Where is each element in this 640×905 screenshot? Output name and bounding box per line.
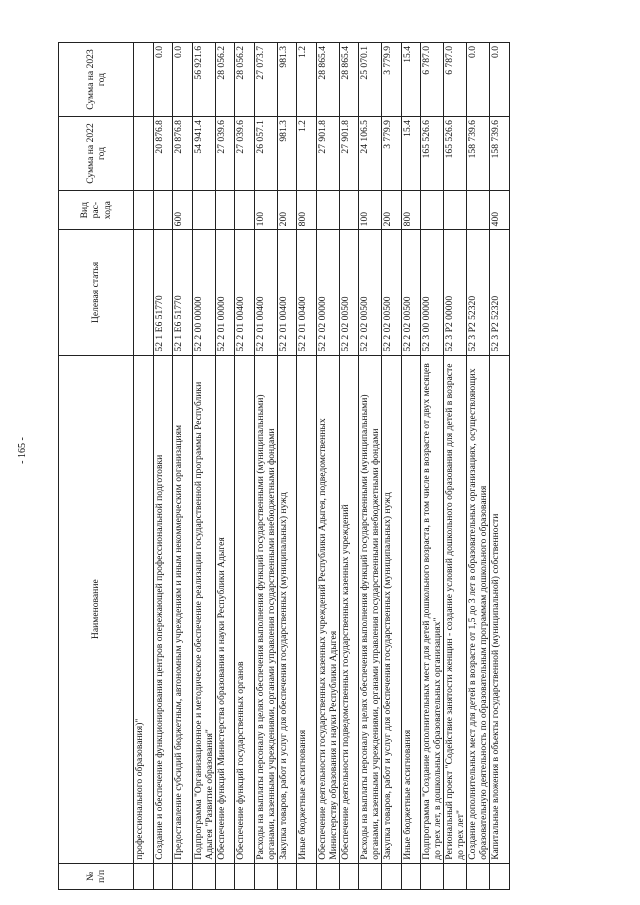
row-name: Региональный проект "Содействие занятости женщин - создание условий дошкольного образования для детей в возрасте до трех лет" [444, 355, 467, 863]
row-name: Закупка товаров, работ и услуг для обеспечения государственных (муниципальных) нужд [382, 355, 402, 863]
row-sum-2022: 24 106.5 [359, 117, 382, 191]
row-number [235, 863, 255, 889]
row-target-article: 52 2 01 00400 [254, 230, 277, 355]
table-row [215, 43, 235, 890]
row-target-article: 52 2 02 00500 [382, 230, 402, 355]
row-number [277, 863, 297, 889]
row-sum-2023: 0.0 [173, 43, 193, 117]
row-name: Обеспечение функций Министерства образования и науки Республики Адыгея [215, 355, 235, 863]
row-sum-2023: 0.0 [153, 43, 173, 117]
row-sum-2023: 28 056.2 [215, 43, 235, 117]
row-target-article: 52 2 02 00000 [316, 230, 339, 355]
table-row [316, 43, 339, 890]
row-sum-2023: 28 865.4 [316, 43, 339, 117]
row-expense-type [339, 190, 359, 229]
header-number: № п/п [59, 863, 134, 889]
header-sum-2023: Сумма на 2023 год [59, 43, 134, 117]
row-expense-type [235, 190, 255, 229]
row-target-article: 52 1 E6 51770 [173, 230, 193, 355]
row-sum-2022: 20 876.8 [153, 117, 173, 191]
row-expense-type [467, 190, 490, 229]
row-name: Обеспечение деятельности государственных казенных учреждений Республики Адыгея, подведомственных Министерству образования и науки Республики Адыгея [316, 355, 339, 863]
table-row [421, 43, 444, 890]
row-sum-2022: 27 039.6 [235, 117, 255, 191]
table-row [490, 43, 510, 890]
row-sum-2022 [134, 117, 154, 191]
row-target-article: 52 2 01 00400 [277, 230, 297, 355]
row-target-article: 52 2 01 00400 [235, 230, 255, 355]
table-row [297, 43, 317, 890]
table-row [382, 43, 402, 890]
table-row [235, 43, 255, 890]
row-sum-2023: 27 073.7 [254, 43, 277, 117]
row-sum-2023: 25 070.1 [359, 43, 382, 117]
row-target-article: 52 3 P2 52320 [467, 230, 490, 355]
row-sum-2023: 28 056.2 [235, 43, 255, 117]
table-row [277, 43, 297, 890]
table-row [192, 43, 215, 890]
row-name: Обеспечение деятельности подведомственных государственных казенных учреждений [339, 355, 359, 863]
row-name: Капитальные вложения в объекты государственной (муниципальной) собственности [490, 355, 510, 863]
row-expense-type: 100 [254, 190, 277, 229]
row-number [316, 863, 339, 889]
row-name: Расходы на выплаты персоналу в целях обеспечения выполнения функций государственными (муниципальными) органами, казенными учреждениями, органами управления государственными внебюджетными фондами [359, 355, 382, 863]
row-sum-2023 [134, 43, 154, 117]
row-expense-type [134, 190, 154, 229]
row-expense-type [316, 190, 339, 229]
row-name: профессионального образования)" [134, 355, 154, 863]
header-expense-type: Вид рас-хода [59, 190, 134, 229]
row-sum-2022: 1.2 [297, 117, 317, 191]
row-sum-2022: 158 739.6 [490, 117, 510, 191]
table-row [153, 43, 173, 890]
row-name: Предоставление субсидий бюджетным, автономным учреждениям и иным некоммерческим организациям [173, 355, 193, 863]
row-sum-2022: 27 901.8 [339, 117, 359, 191]
table-row [467, 43, 490, 890]
row-sum-2023: 28 865.4 [339, 43, 359, 117]
table-row [359, 43, 382, 890]
row-number [339, 863, 359, 889]
row-name: Подпрограмма "Организационное и методическое обеспечение реализации государственной программы Республики Адыгея "Развитие образования" [192, 355, 215, 863]
row-sum-2022: 981.3 [277, 117, 297, 191]
row-name: Иные бюджетные ассигнования [401, 355, 421, 863]
table-row [254, 43, 277, 890]
row-sum-2022: 20 876.8 [173, 117, 193, 191]
row-sum-2023: 1.2 [297, 43, 317, 117]
row-target-article: 52 3 00 00000 [421, 230, 444, 355]
row-number [444, 863, 467, 889]
row-expense-type: 800 [297, 190, 317, 229]
row-number [297, 863, 317, 889]
row-sum-2023: 981.3 [277, 43, 297, 117]
table-row [401, 43, 421, 890]
row-sum-2023: 56 921.6 [192, 43, 215, 117]
table-row [339, 43, 359, 890]
row-sum-2022: 54 941.4 [192, 117, 215, 191]
row-expense-type [215, 190, 235, 229]
row-expense-type: 600 [173, 190, 193, 229]
row-target-article: 52 3 P2 52320 [490, 230, 510, 355]
row-number [254, 863, 277, 889]
row-number [173, 863, 193, 889]
row-number [359, 863, 382, 889]
row-sum-2023: 0.0 [467, 43, 490, 117]
table-row [134, 43, 154, 890]
row-expense-type [421, 190, 444, 229]
table-header-row [59, 43, 134, 890]
row-expense-type: 400 [490, 190, 510, 229]
row-expense-type [153, 190, 173, 229]
row-name: Иные бюджетные ассигнования [297, 355, 317, 863]
row-sum-2022: 27 901.8 [316, 117, 339, 191]
row-sum-2022: 158 739.6 [467, 117, 490, 191]
row-sum-2022: 3 779.9 [382, 117, 402, 191]
table-body [134, 43, 510, 890]
row-target-article: 52 2 00 00000 [192, 230, 215, 355]
row-number [134, 863, 154, 889]
row-expense-type [444, 190, 467, 229]
row-number [490, 863, 510, 889]
header-target-article: Целевая статья [59, 230, 134, 355]
row-sum-2023: 6 787.0 [421, 43, 444, 117]
row-number [215, 863, 235, 889]
row-number [467, 863, 490, 889]
row-number [421, 863, 444, 889]
row-sum-2023: 15.4 [401, 43, 421, 117]
row-expense-type: 800 [401, 190, 421, 229]
row-target-article [134, 230, 154, 355]
row-expense-type: 200 [277, 190, 297, 229]
row-sum-2022: 165 526.6 [421, 117, 444, 191]
row-sum-2022: 27 039.6 [215, 117, 235, 191]
table-row [444, 43, 467, 890]
rotated-table-area [58, 42, 621, 890]
row-number [153, 863, 173, 889]
budget-table [58, 42, 510, 890]
row-expense-type: 200 [382, 190, 402, 229]
row-expense-type [192, 190, 215, 229]
row-name: Создание дополнительных мест для детей в возрасте от 1,5 до 3 лет в образовательных организациях, осуществляющих образовательную деятельность по образовательным программам дошкольного образования [467, 355, 490, 863]
row-target-article: 52 2 02 00500 [359, 230, 382, 355]
row-sum-2023: 3 779.9 [382, 43, 402, 117]
row-expense-type: 100 [359, 190, 382, 229]
row-sum-2023: 6 787.0 [444, 43, 467, 117]
row-target-article: 52 3 P2 00000 [444, 230, 467, 355]
row-target-article: 52 2 01 00000 [215, 230, 235, 355]
header-name: Наименование [59, 355, 134, 863]
row-name: Создание и обеспечение функционирования центров опережающей профессиональной подготовки [153, 355, 173, 863]
row-sum-2022: 165 526.6 [444, 117, 467, 191]
row-name: Подпрограмма "Создание дополнительных мест для детей дошкольного возраста, в том числе в возрасте от двух месяцев до трех лет, в дошкольных образовательных организациях" [421, 355, 444, 863]
row-number [192, 863, 215, 889]
page-number: - 165 - [16, 436, 28, 464]
row-name: Обеспечение функций государственных органов [235, 355, 255, 863]
row-number [401, 863, 421, 889]
header-sum-2022: Сумма на 2022 год [59, 117, 134, 191]
row-sum-2023: 0.0 [490, 43, 510, 117]
row-number [382, 863, 402, 889]
row-sum-2022: 15.4 [401, 117, 421, 191]
row-target-article: 52 2 01 00400 [297, 230, 317, 355]
row-sum-2022: 26 057.1 [254, 117, 277, 191]
row-name: Расходы на выплаты персоналу в целях обеспечения выполнения функций государственными (муниципальными) органами, казенными учреждениями, органами управления государственными внебюджетными фондами [254, 355, 277, 863]
table-row [173, 43, 193, 890]
row-name: Закупка товаров, работ и услуг для обеспечения государственных (муниципальных) нужд [277, 355, 297, 863]
row-target-article: 52 2 02 00500 [339, 230, 359, 355]
row-target-article: 52 1 E6 51770 [153, 230, 173, 355]
row-target-article: 52 2 02 00500 [401, 230, 421, 355]
